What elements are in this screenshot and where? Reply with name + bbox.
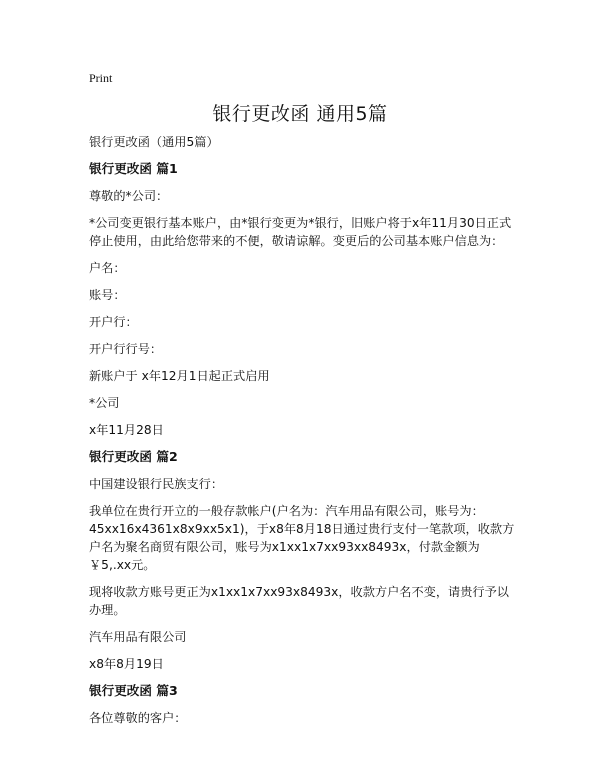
signature-company: *公司: [89, 396, 120, 410]
section-heading: 银行更改函 篇3: [89, 683, 178, 698]
salutation: 尊敬的*公司：: [89, 189, 169, 203]
section-heading: 银行更改函 篇1: [89, 161, 178, 176]
section-heading: 银行更改函 篇2: [89, 449, 178, 464]
bank-line: 开户行：: [89, 315, 138, 329]
signature-date: x年11月28日: [89, 423, 164, 437]
document-body: [89, 133, 521, 736]
signature-company: 汽车用品有限公司: [89, 630, 187, 644]
salutation: 中国建设银行民族支行：: [89, 477, 224, 491]
body-paragraph: 我单位在贵行开立的一般存款帐户(户名为：汽车用品有限公司，账号为：45xx16x4361x8x9xx5x1)，于x8年8月18日通过贵行支付一笔款项，收款方户名为聚名商贸有限公司，账号为x1xx1x7xx93xx8493x，付款金额为￥5,.xx元。: [89, 504, 515, 572]
effective-date-line: 新账户于 x年12月1日起正式启用: [89, 369, 270, 383]
bank-code-line: 开户行行号：: [89, 342, 163, 356]
account-number-line: 账号：: [89, 288, 126, 302]
account-name-line: 户名：: [89, 261, 126, 275]
document-subtitle: 银行更改函（通用5篇）: [89, 135, 219, 149]
signature-date: x8年8月19日: [89, 657, 164, 671]
print-label: Print: [89, 71, 113, 85]
body-paragraph: 现将收款方账号更正为x1xx1x7xx93x8493x，收款方户名不变，请贵行予以办理。: [89, 585, 509, 617]
salutation: 各位尊敬的客户：: [89, 711, 187, 725]
body-paragraph: *公司变更银行基本账户，由*银行变更为*银行，旧账户将于x年11月30日正式停止使用，由此给您带来的不便，敬请谅解。变更后的公司基本账户信息为：: [89, 216, 512, 248]
document-title: 银行更改函 通用5篇: [212, 103, 388, 125]
